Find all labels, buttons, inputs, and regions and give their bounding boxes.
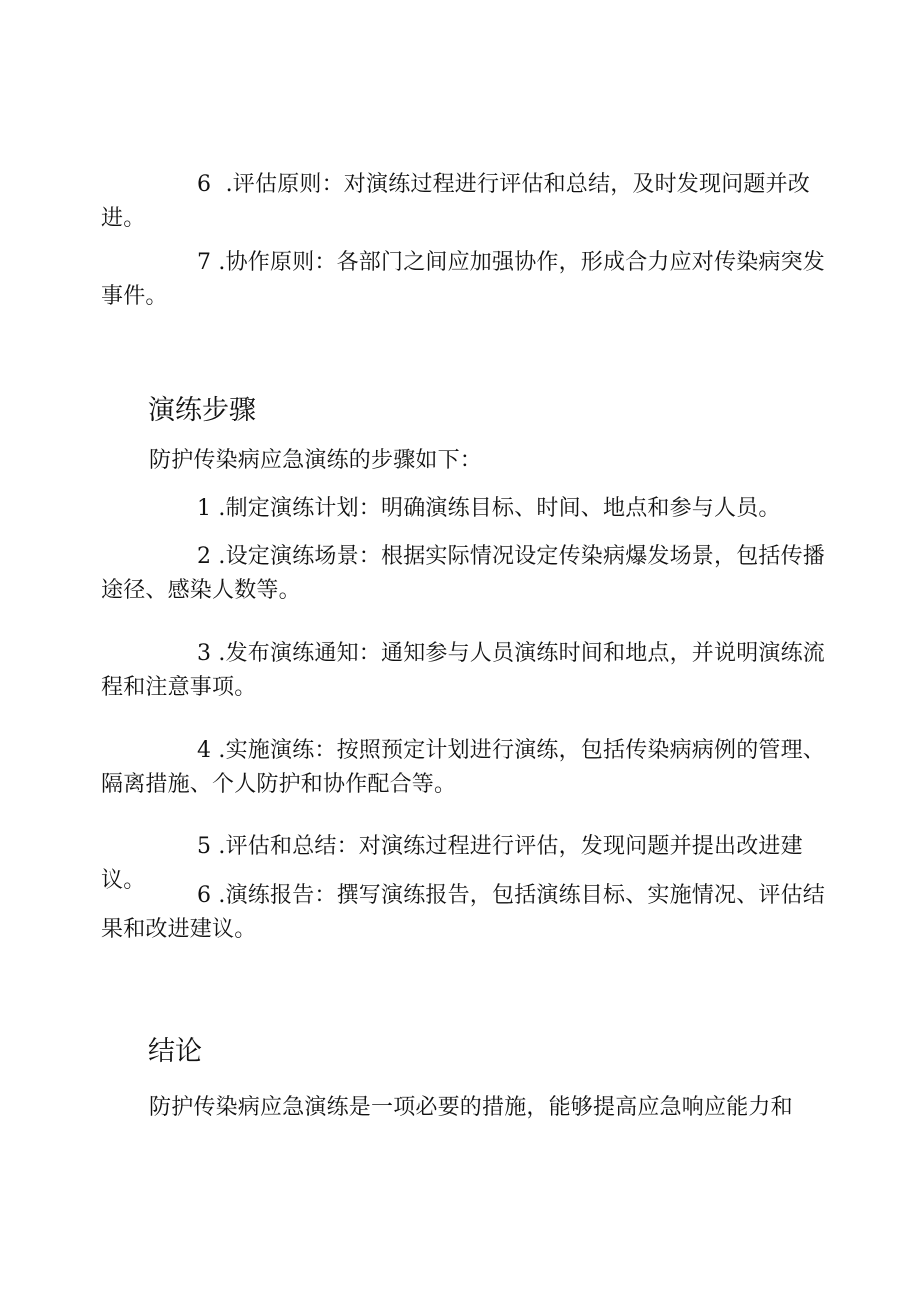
item-text: 演练报告：撰写演练报告，包括演练目标、实施情况、评估结果和改进建议。 (101, 883, 825, 942)
step-item (101, 879, 836, 947)
item-text: 评估和总结：对演练过程进行评估，发现问题并提出改进建议。 (101, 834, 803, 893)
item-separator: . (211, 883, 226, 908)
section-heading-conclusion: 结论 (148, 1036, 202, 1067)
item-number: 3 (197, 641, 212, 666)
item-number: 2 (197, 544, 212, 569)
item-number: 7 (197, 250, 212, 275)
item-number: 1 (197, 496, 212, 521)
principle-item (101, 168, 836, 236)
section-heading-steps: 演练步骤 (148, 395, 256, 426)
step-item (101, 540, 836, 608)
steps-intro: 防护传染病应急演练的步骤如下： (149, 448, 483, 473)
item-text: 设定演练场景：根据实际情况设定传染病爆发场景，包括传播途径、感染人数等。 (101, 544, 825, 603)
principle-item (101, 246, 836, 314)
item-separator: . (211, 544, 226, 569)
step-item (101, 734, 836, 802)
item-text: 协作原则：各部门之间应加强协作，形成合力应对传染病突发事件。 (101, 250, 825, 309)
step-item (101, 492, 836, 526)
item-text: 评估原则：对演练过程进行评估和总结，及时发现问题并改进。 (101, 172, 810, 231)
conclusion-text: 防护传染病应急演练是一项必要的措施，能够提高应急响应能力和 (149, 1095, 793, 1120)
item-separator: . (211, 738, 226, 763)
item-separator: . (211, 496, 226, 521)
item-separator: . (211, 250, 226, 275)
item-number: 6 (197, 883, 212, 908)
step-item (101, 637, 836, 705)
item-number: 6 (197, 172, 212, 197)
item-number: 5 (197, 834, 212, 859)
item-separator: . (211, 641, 226, 666)
item-separator: . (211, 834, 226, 859)
item-text: 制定演练计划：明确演练目标、时间、地点和参与人员。 (225, 496, 781, 521)
item-text: 实施演练：按照预定计划进行演练，包括传染病病例的管理、隔离措施、个人防护和协作配合等。 (101, 738, 825, 797)
item-number: 4 (197, 738, 212, 763)
item-separator: . (211, 172, 233, 197)
item-text: 发布演练通知：通知参与人员演练时间和地点，并说明演练流程和注意事项。 (101, 641, 825, 700)
